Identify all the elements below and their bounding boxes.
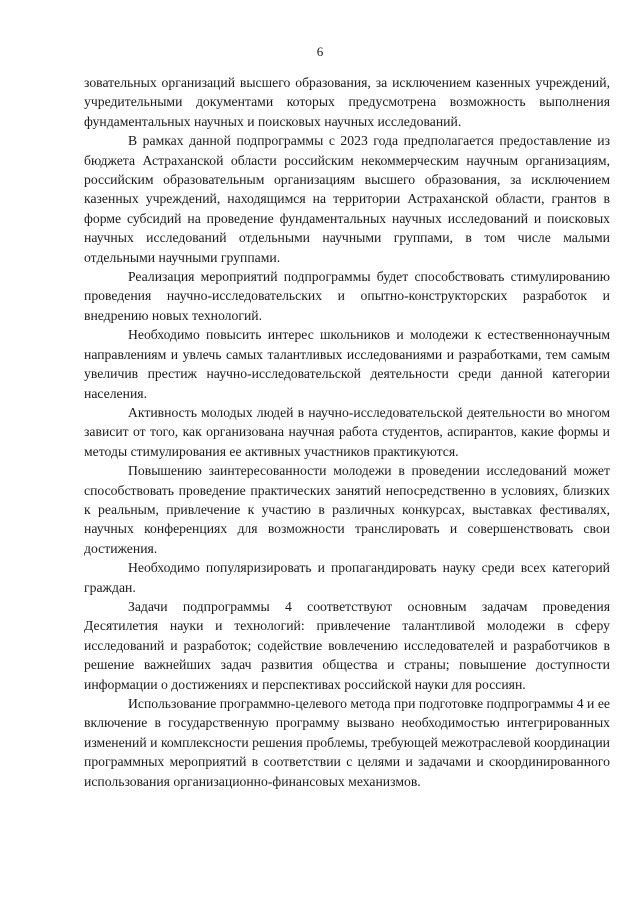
paragraph-practical-classes: Повышению заинтересованности молодежи в проведении исследований может способствовать проведение практических занятий непосредственно в условиях, близких к реальным, привлечение к участию в различных конкурсах, выставках фестивалях, научных конференциях для возможности транслировать и совершенствовать свои достижения.	[84, 463, 610, 556]
paragraph-youth-interest: Необходимо повысить интерес школьников и молодежи к естественнонаучным направлениям и увлечь самых талантливых исследованиями и разработками, тем самым увеличив престиж научно-исследовательской деятельности среди данной категории населения.	[84, 327, 610, 401]
paragraph-program-method: Использование программно-целевого метода при подготовке подпрограммы 4 и ее включение в государственную программу вызвано необходимостью интегрированных изменений и комплексности решения проблемы, требующей межотраслевой координации программных мероприятий в соответствии с целями и задачами и скоординированного использования организационно-финансовых механизмов.	[84, 696, 610, 789]
paragraph-grants: В рамках данной подпрограммы с 2023 года предполагается предоставление из бюджета Астраханской области российским некоммерческим научным организациям, российским образовательным организациям высшего образования, за исключением казенных учреждений, находящимся на территории Астраханской области, грантов в форме субсидий на проведение фундаментальных научных исследований и поисковых научных исследований отдельными научными группами, в том числе малыми отдельными научными группами.	[84, 133, 610, 265]
paragraph-youth-activity: Активность молодых людей в научно-исследовательской деятельности во многом зависит от того, как организована научная работа студентов, аспирантов, какие формы и методы стимулирования ее активных участников практикуются.	[84, 404, 610, 459]
document-body	[84, 73, 610, 791]
page-number: 6	[316, 44, 324, 59]
paragraph-stimulation: Реализация мероприятий подпрограммы будет способствовать стимулированию проведения научно-исследовательских и опытно-конструкторских разработок и внедрению новых технологий.	[84, 269, 610, 323]
paragraph-popularization: Необходимо популяризировать и пропагандировать науку среди всех категорий граждан.	[84, 560, 610, 595]
paragraph-subprogram-tasks: Задачи подпрограммы 4 соответствуют основным задачам проведения Десятилетия науки и технологий: привлечение талантливой молодежи в сферу исследований и разработок; содействие вовлечению исследователей и разработчиков в решение важнейших задач развития общества и страны; повышение доступности информации о достижениях и перспективах российской науки для россиян.	[84, 598, 610, 692]
paragraph-continuation: зовательных организаций высшего образования, за исключением казенных учреждений, учредительными документами которых предусмотрена возможность выполнения фундаментальных научных и поисковых научных исследований.	[84, 75, 610, 129]
